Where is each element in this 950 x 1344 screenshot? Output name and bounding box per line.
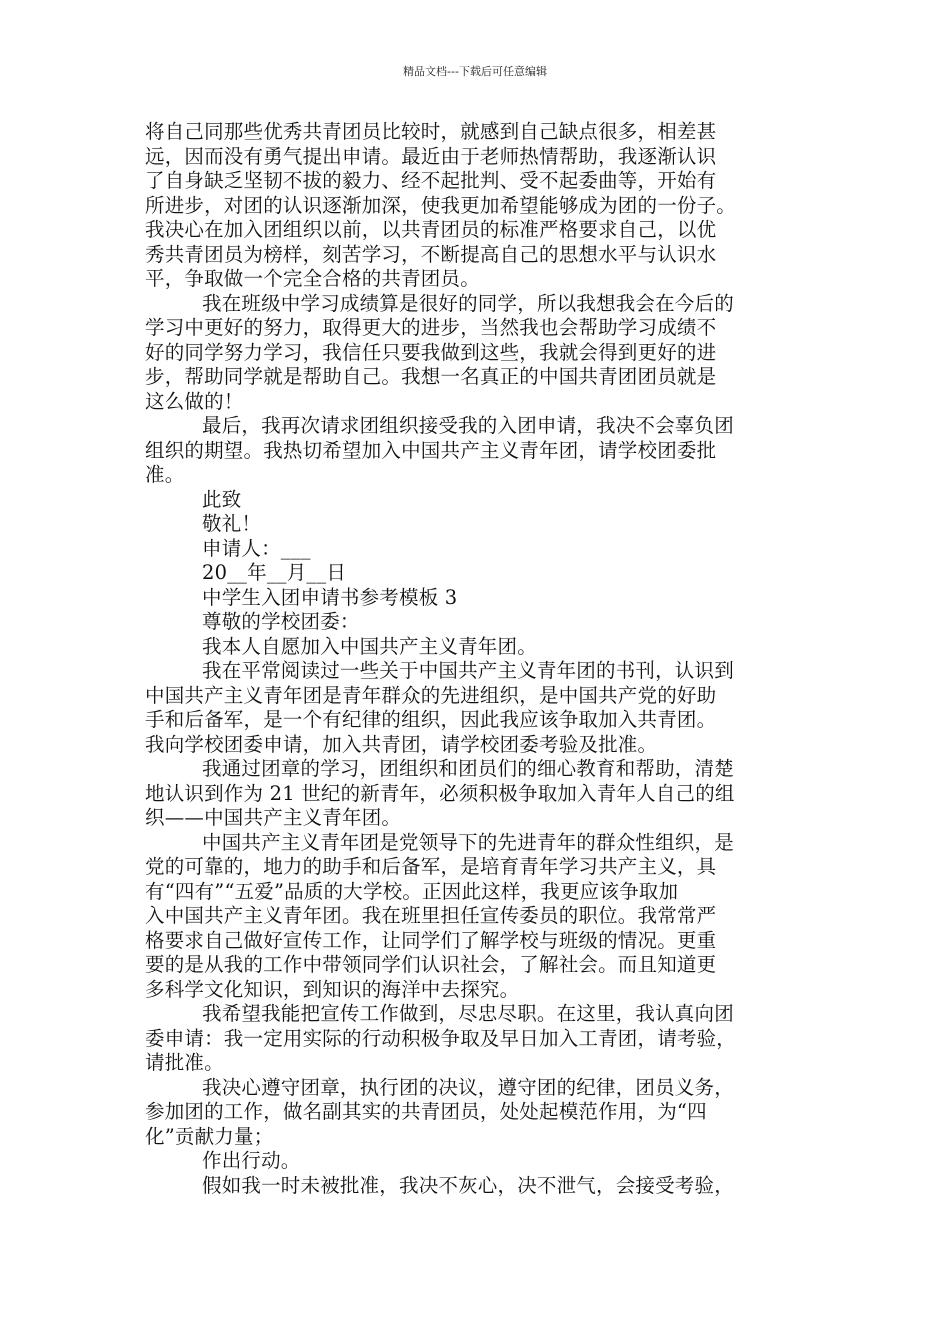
document-body [145,120,825,1198]
text-line: 我决心遵守团章，执行团的决议，遵守团的纪律，团员义务， [202,1075,734,1099]
text-line: 我通过团章的学习，团组织和团员们的细心教育和帮助，清楚 [202,757,734,780]
text-line: 敬礼！ [202,512,262,535]
text-line: 织——中国共产主义青年团。 [145,806,402,829]
text-line: 化”贡献力量； [145,1124,274,1148]
text-line: 请批准。 [145,1051,224,1074]
text-line: 将自己同那些优秀共青团员比较时，就感到自己缺点很多，相差甚 [145,120,717,143]
text-line: 远，因而没有勇气提出申请。最近由于老师热情帮助，我逐渐认识 [145,144,717,168]
text-line: 地认识到作为 21 世纪的新青年，必须积极争取加入青年人自己的组 [145,781,735,805]
text-line: 多科学文化知识，到知识的海洋中去探究。 [145,977,520,1001]
text-line: 步，帮助同学就是帮助自己。我想一名真正的中国共青团团员就是 [145,365,717,388]
text-line: 中国共产主义青年团是党领导下的先进青年的群众性组织，是 [202,830,734,854]
text-line: 作出行动。 [202,1149,301,1172]
text-line: 学习中更好的努力，取得更大的进步，当然我也会帮助学习成绩不 [145,316,717,339]
text-line: 入中国共产主义青年团。我在班里担任宣传委员的职位。我常常严 [145,904,717,927]
text-line: 平，争取做一个完全合格的共青团员。 [145,267,480,290]
text-line: 组织的期望。我热切希望加入中国共产主义青年团，请学校团委批 [145,438,717,462]
text-line: 假如我一时未被批准，我决不灰心，决不泄气，会接受考验， [202,1173,734,1197]
text-line: 我希望我能把宣传工作做到，尽忠尽职。在这里，我认真向团 [202,1002,734,1025]
text-line: 中国共产主义青年团是青年群众的先进组织，是中国共产党的好助 [145,683,717,707]
text-line: 申请人：___ [202,536,311,560]
text-line: 了自身缺乏坚韧不拔的毅力、经不起批判、受不起委曲等，开始有 [145,169,717,192]
text-line: 20__年__月__日 [202,561,347,584]
text-line: 此致 [202,487,242,511]
text-line: 我在班级中学习成绩算是很好的同学，所以我想我会在今后的 [202,291,734,315]
text-line: 好的同学努力学习，我信任只要我做到这些，我就会得到更好的进 [145,340,717,364]
text-line: 格要求自己做好宣传工作，让同学们了解学校与班级的情况。更重 [145,928,717,952]
text-line: 我向学校团委申请，加入共青团，请学校团委考验及批准。 [145,732,658,756]
text-line: 我本人自愿加入中国共产主义青年团。 [202,634,537,658]
text-line: 有“四有”“五爱”品质的大学校。正因此这样，我更应该争取加 [145,879,679,903]
text-line: 我在平常阅读过一些关于中国共产主义青年团的书刊，认识到 [202,659,734,682]
text-line: 准。 [145,463,185,486]
page-header: 精品文档---下载后可任意编辑 [403,65,547,78]
text-line: 所进步，对团的认识逐渐加深，使我更加希望能够成为团的一份子。 [145,193,737,217]
text-line: 党的可靠的，地力的助手和后备军，是培育青年学习共产主义，具 [145,855,717,878]
text-line: 参加团的工作，做名副其实的共青团员，处处起模范作用，为“四 [145,1100,707,1123]
text-line: 委申请：我一定用实际的行动积极争取及早日加入工青团，请考验， [145,1026,737,1050]
text-line: 我决心在加入团组织以前，以共青团员的标准严格要求自己，以优 [145,218,717,241]
text-line: 尊敬的学校团委： [202,610,360,633]
text-line: 要的是从我的工作中带领同学们认识社会，了解社会。而且知道更 [145,953,717,976]
text-line: 中学生入团申请书参考模板 3 [202,585,458,609]
text-line: 手和后备军，是一个有纪律的组织，因此我应该争取加入共青团。 [145,708,717,731]
text-line: 这么做的！ [145,389,244,413]
text-line: 最后，我再次请求团组织接受我的入团申请，我决不会辜负团 [202,414,734,437]
text-line: 秀共青团员为榜样，刻苦学习，不断提高自己的思想水平与认识水 [145,242,717,266]
